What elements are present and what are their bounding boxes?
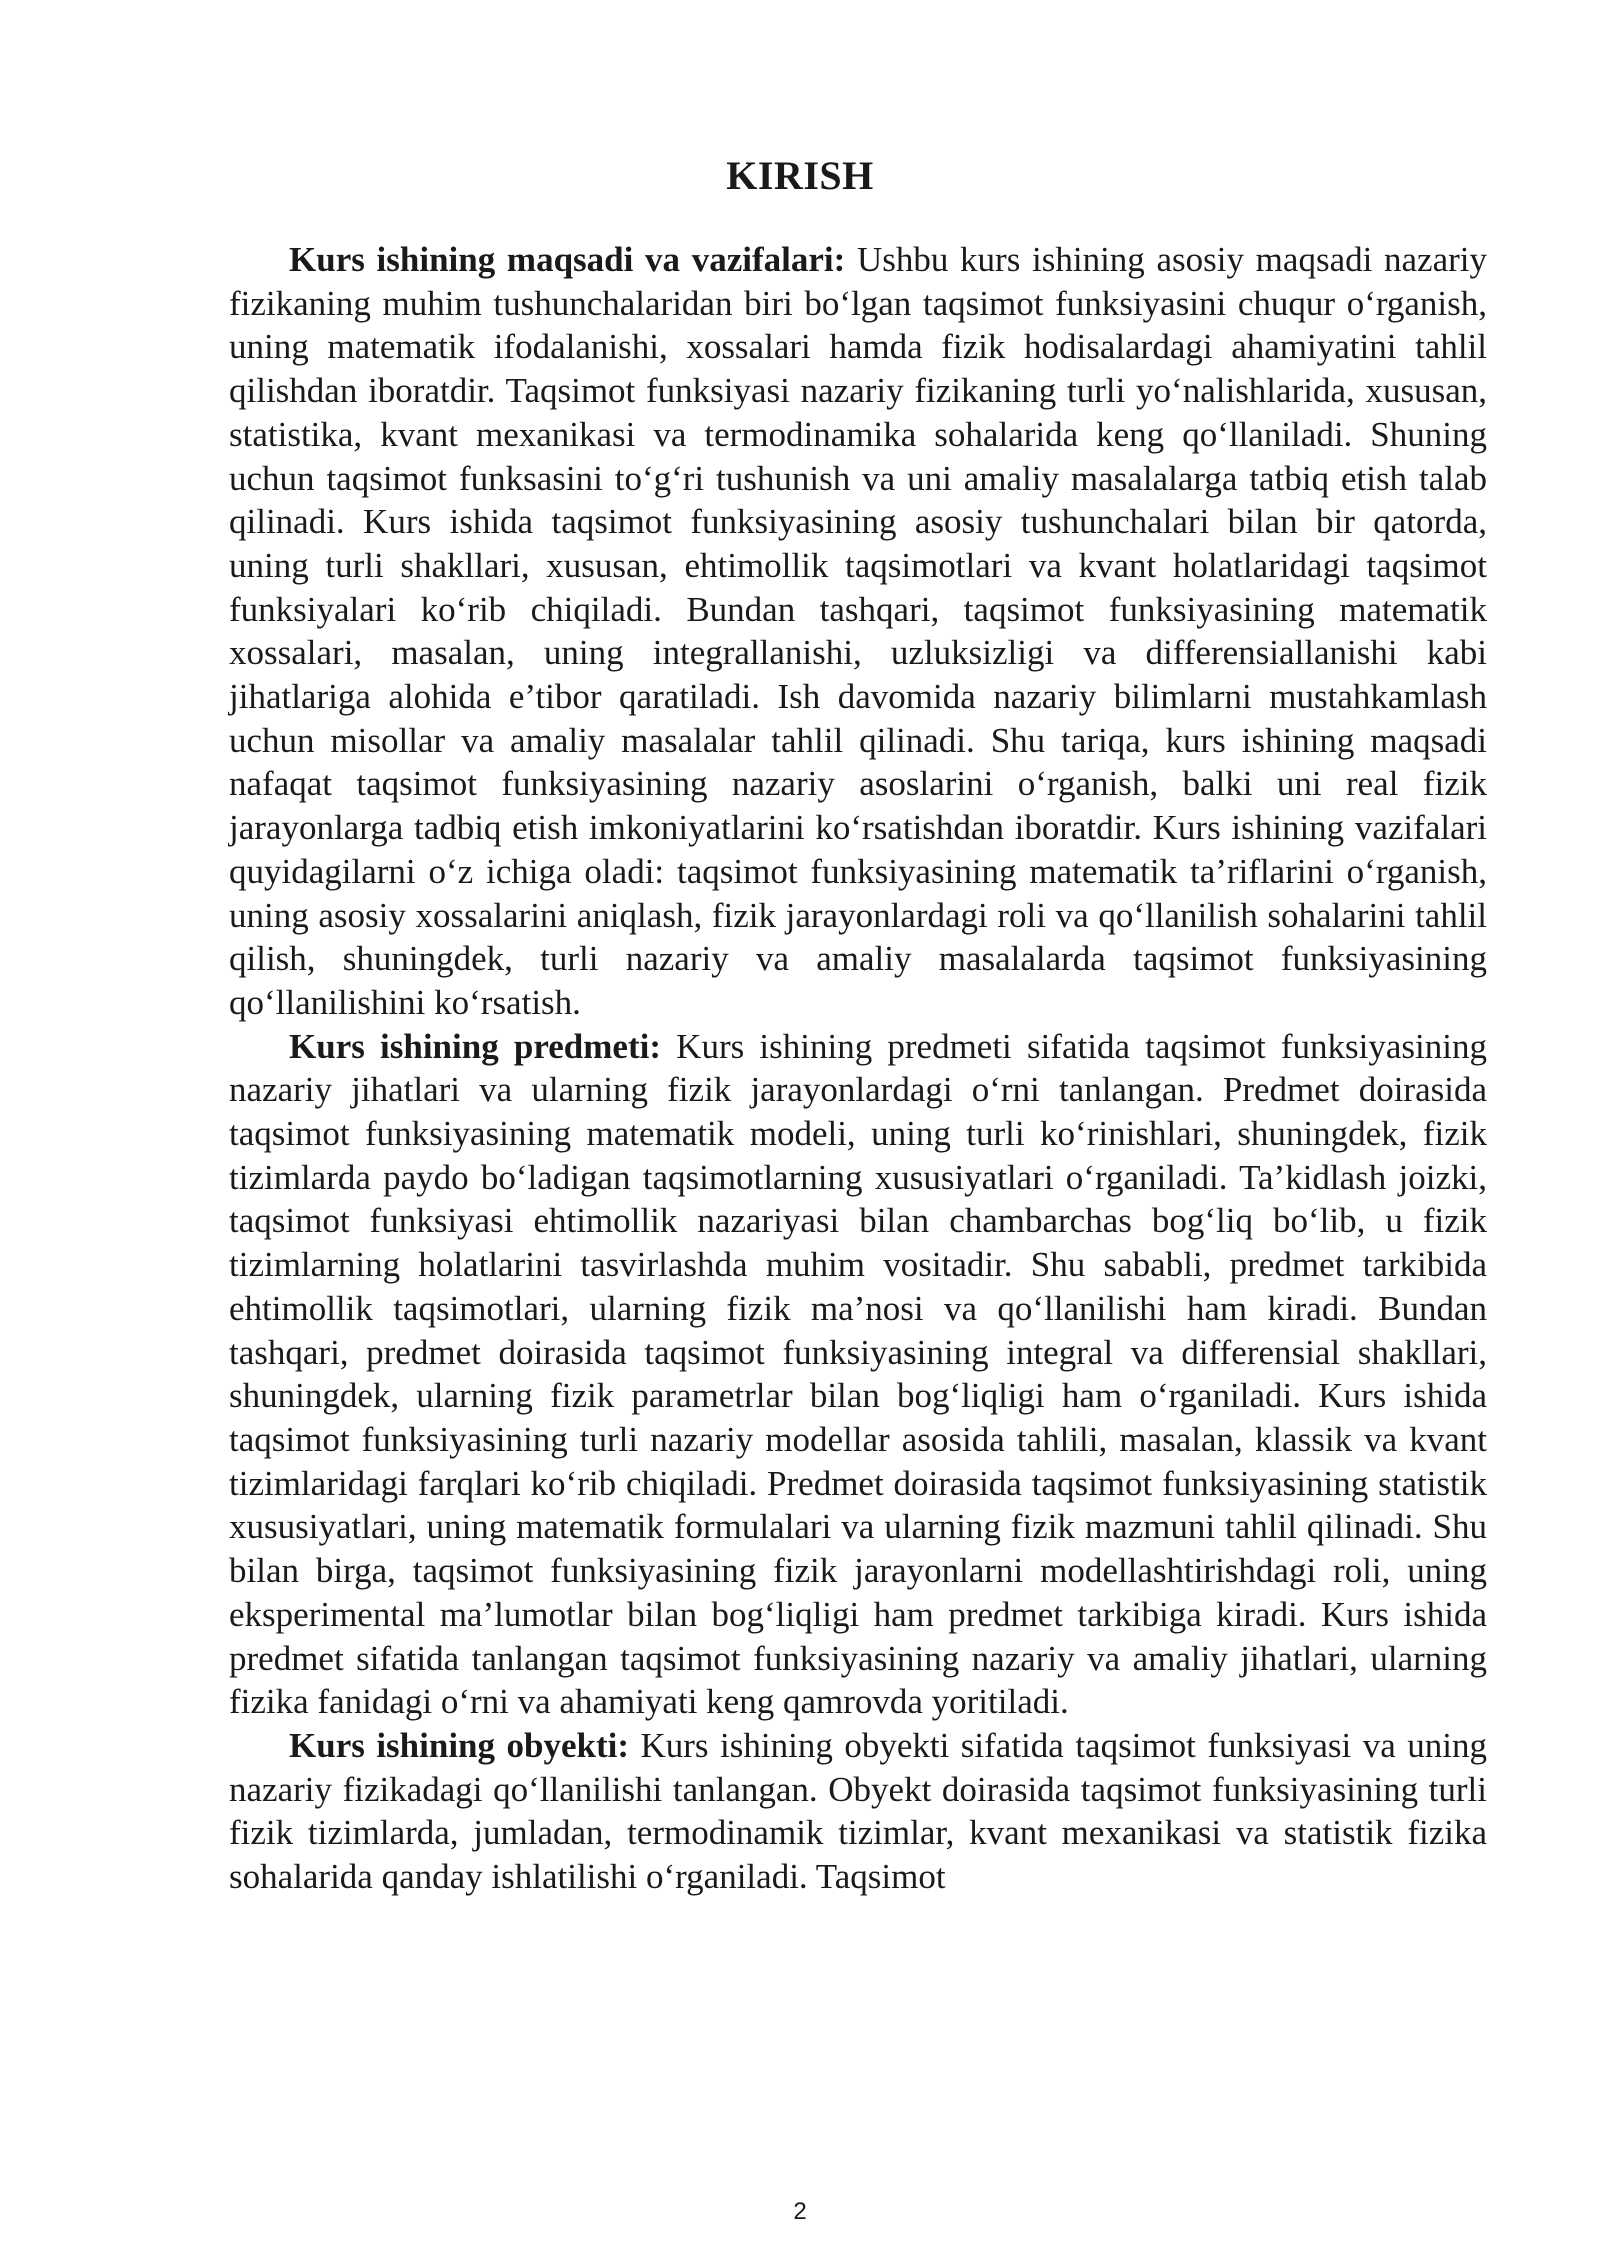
page-number: 2 (793, 2198, 807, 2225)
paragraph-goals (229, 238, 1487, 1025)
paragraph-lead: Kurs ishining predmeti: (289, 1026, 661, 1066)
body-text (229, 238, 1487, 1899)
paragraph-text: Kurs ishining predmeti sifatida taqsimot funksiyasining nazariy jihatlari va ularning fizik jarayonlardagi o‘rni tanlangan. Predmet doirasida taqsimot funksiyasining matematik modeli, uning turli ko‘rinishlari, shuningdek, fizik tizimlarda paydo bo‘ladigan taqsimotlarning xususiyatlari o‘rganiladi. Ta’kidlash joizki, taqsimot funksiyasi ehtimollik nazariyasi bilan chambarchas bog‘liq bo‘lib, u fizik tizimlarning holatlarini tasvirlashda muhim vositadir. Shu sababli, predmet tarkibida ehtimollik taqsimotlari, ularning fizik ma’nosi va qo‘llanilishi ham kiradi. Bundan tashqari, predmet doirasida taqsimot funksiyasining integral va differensial shakllari, shuningdek, ularning fizik parametrlar bilan bog‘liqligi ham o‘rganiladi. Kurs ishida taqsimot funksiyasining turli nazariy modellar asosida tahlili, masalan, klassik va kvant tizimlaridagi farqlari ko‘rib chiqiladi. Predmet doirasida taqsimot funksiyasining statistik xususiyatlari, uning matematik formulalari va ularning fizik mazmuni tahlil qilinadi. Shu bilan birga, taqsimot funksiyasining fizik jarayonlarni modellashtirishdagi roli, uning eksperimental ma’lumotlar bilan bog‘liqligi ham predmet tarkibiga kiradi. Kurs ishida predmet sifatida tanlangan taqsimot funksiyasining nazariy va amaliy jihatlari, ularning fizika fanidagi o‘rni va ahamiyati keng qamrovda yoritiladi. (229, 1026, 1487, 1722)
page-heading: KIRISH (726, 153, 874, 198)
paragraph-text: Kurs ishining obyekti sifatida taqsimot funksiyasi va uning nazariy fizikadagi qo‘llanilishi tanlangan. Obyekt doirasida taqsimot funksiyasining turli fizik tizimlarda, jumladan, termodinamik tizimlar, kvant mexanikasi va statistik fizika sohalarida qanday ishlatilishi o‘rganiladi. Taqsimot (229, 1725, 1487, 1897)
paragraph-text: Ushbu kurs ishining asosiy maqsadi nazariy fizikaning muhim tushunchalaridan biri bo‘lgan taqsimot funksiyasini chuqur o‘rganish, uning matematik ifodalanishi, xossalari hamda fizik hodisalardagi ahamiyatini tahlil qilishdan iboratdir. Taqsimot funksiyasi nazariy fizikaning turli yo‘nalishlarida, xususan, statistika, kvant mexanikasi va termodinamika sohalarida keng qo‘llaniladi. Shuning uchun taqsimot funksasini to‘g‘ri tushunish va uni amaliy masalalarga tatbiq etish talab qilinadi. Kurs ishida taqsimot funksiyasining asosiy tushunchalari bilan bir qatorda, uning turli shakllari, xususan, ehtimollik taqsimotlari va kvant holatlaridagi taqsimot funksiyalari ko‘rib chiqiladi. Bundan tashqari, taqsimot funksiyasining matematik xossalari, masalan, uning integrallanishi, uzluksizligi va differensiallanishi kabi jihatlariga alohida e’tibor qaratiladi. Ish davomida nazariy bilimlarni mustahkamlash uchun misollar va amaliy masalalar tahlil qilinadi. Shu tariqa, kurs ishining maqsadi nafaqat taqsimot funksiyasining nazariy asoslarini o‘rganish, balki uni real fizik jarayonlarga tadbiq etish imkoniyatlarini ko‘rsatishdan iboratdir. Kurs ishining vazifalari quyidagilarni o‘z ichiga oladi: taqsimot funksiyasining matematik ta’riflarini o‘rganish, uning asosiy xossalarini aniqlash, fizik jarayonlardagi roli va qo‘llanilish sohalarini tahlil qilish, shuningdek, turli nazariy va amaliy masalalarda taqsimot funksiyasining qo‘llanilishini ko‘rsatish. (229, 240, 1487, 1022)
paragraph-subject (229, 1025, 1487, 1724)
paragraph-lead: Kurs ishining obyekti: (289, 1725, 630, 1765)
paragraph-lead: Kurs ishining maqsadi va vazifalari: (289, 240, 846, 279)
paragraph-object (229, 1724, 1487, 1899)
